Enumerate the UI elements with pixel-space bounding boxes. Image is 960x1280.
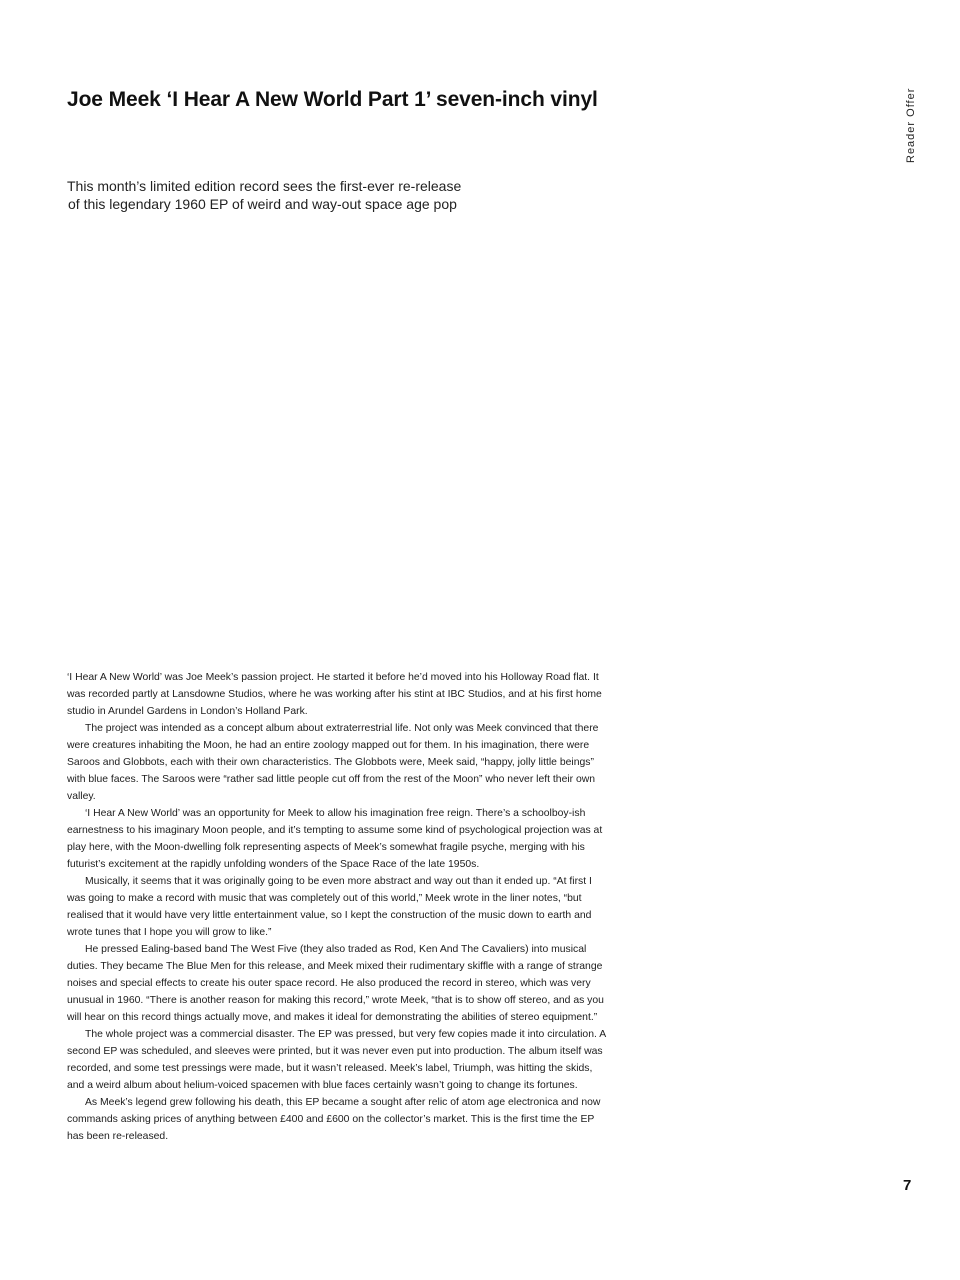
article-body bbox=[67, 669, 612, 1145]
page-number: 7 bbox=[903, 1177, 912, 1194]
body-paragraph: He pressed Ealing-based band The West Five (they also traded as Rod, Ken And The Cavaliers) into musical duties. They became The Blue Men for this release, and Meek mixed their rudimentary skiffle with a range of strange noises and special effects to create his outer space record. He also produced the record in stereo, which was very unusual in 1960. “There is another reason for making this record,” wrote Meek, “that is to show off stereo, and as you will hear on this record things actually move, and makes it ideal for demonstrating the abilities of stereo equipment.” bbox=[67, 944, 604, 1023]
body-paragraph: ‘I Hear A New World’ was an opportunity for Meek to allow his imagination free reign. There’s a schoolboy-ish earnestness to his imaginary Moon people, and it’s tempting to assume some kind of psychological projection was at play here, with the Moon-dwelling folk representing aspects of Meek’s somewhat fragile psyche, merging with his futurist’s excitement at the rapidly unfolding wonders of the Space Race of the late 1950s. bbox=[67, 808, 603, 870]
article-title: Joe Meek ‘I Hear A New World Part 1’ seven-inch vinyl bbox=[67, 88, 598, 111]
body-paragraph: The whole project was a commercial disaster. The EP was pressed, but very few copies made it into circulation. A second EP was scheduled, and sleeves were printed, but it was never even put into production. The album itself was recorded, and some test pressings were made, but it wasn’t released. Meek’s label, Triumph, was hitting the skids, and a weird album about helium-voiced spacemen with blue faces certainly wasn’t going to change its fortunes. bbox=[67, 1029, 606, 1091]
body-paragraph: ‘I Hear A New World’ was Joe Meek’s passion project. He started it before he’d moved into his Holloway Road flat. It was recorded partly at Lansdowne Studios, where he was working after his stint at IBC Studios, and at his first home studio in Arundel Gardens in London’s Holland Park. bbox=[67, 672, 602, 717]
body-paragraph: Musically, it seems that it was originally going to be even more abstract and way out than it ended up. “At first I was going to make a record with music that was completely out of this world,” Meek wrote in the liner notes, “but realised that it would have very little entertainment value, so I kept the construction of the music down to earth and wrote tunes that I hope you will grow to like.” bbox=[67, 876, 592, 938]
section-label: Reader Offer bbox=[905, 87, 917, 163]
body-paragraph: As Meek’s legend grew following his death, this EP became a sought after relic of atom age electronica and now commands asking prices of anything between £400 and £600 on the collector’s market. This is the first time the EP has been re-released. bbox=[67, 1097, 601, 1142]
body-paragraph: The project was intended as a concept album about extraterrestrial life. Not only was Meek convinced that there were creatures inhabiting the Moon, he had an entire zoology mapped out for them. In his imagination, there were Saroos and Globbots, each with their own characteristics. The Globbots were, Meek said, “happy, jolly little beings” with blue faces. The Saroos were “rather sad little people cut off from the rest of the Moon” who never left their own valley. bbox=[67, 723, 599, 802]
standfirst-line-1: This month’s limited edition record sees the first-ever re-release bbox=[67, 178, 462, 194]
article-standfirst bbox=[67, 177, 537, 213]
standfirst-line-2: of this legendary 1960 EP of weird and way-out space age pop bbox=[68, 196, 457, 212]
